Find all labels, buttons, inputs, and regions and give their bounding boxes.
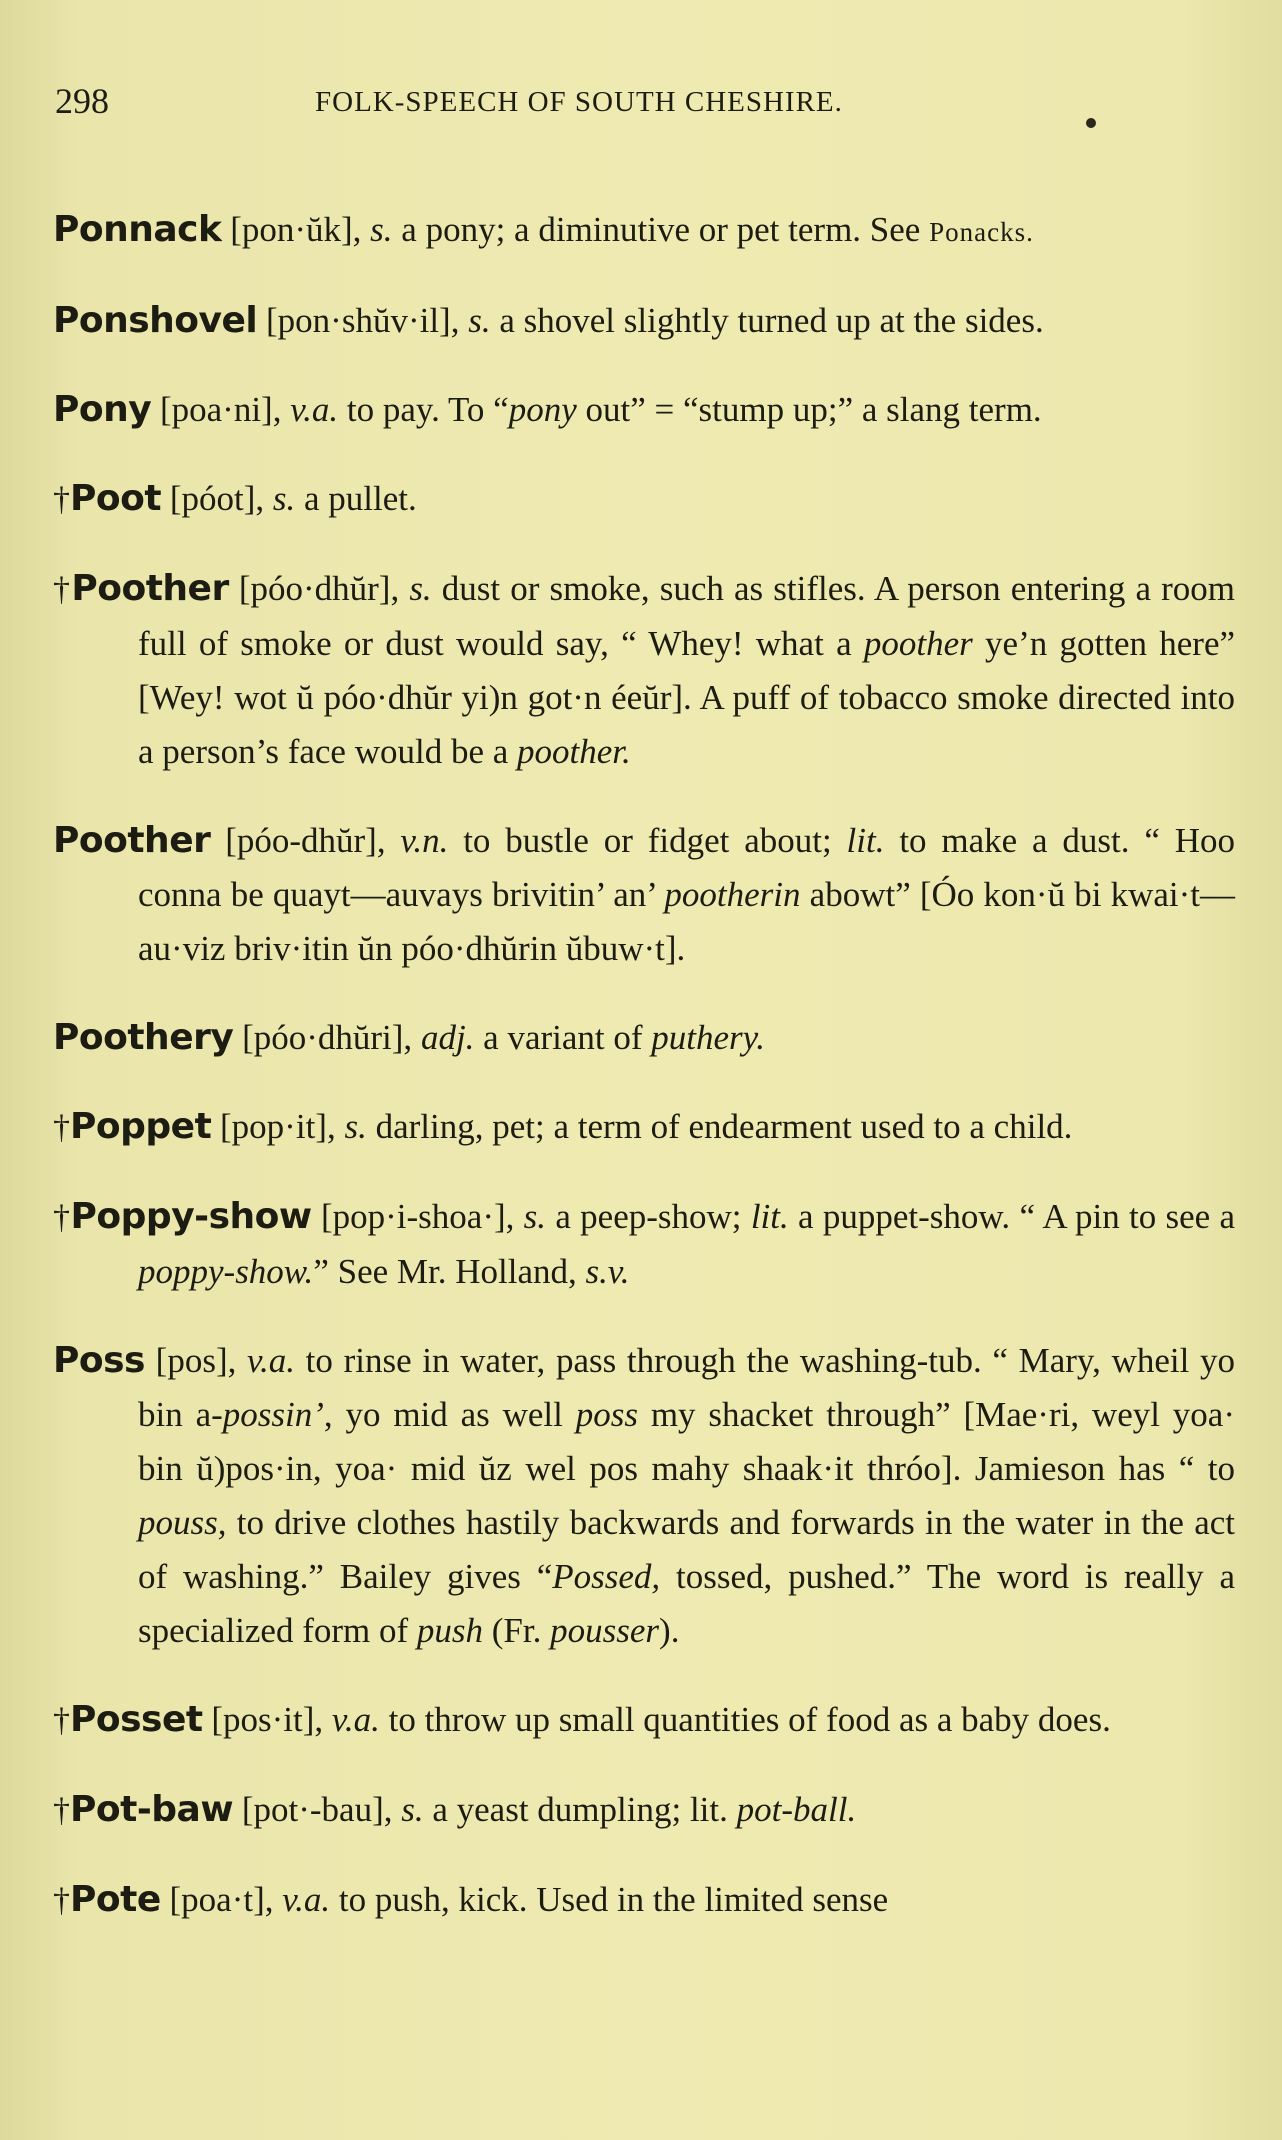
definition-text: a peep-show; [555, 1197, 751, 1236]
italic-term: poother [863, 624, 973, 663]
italic-term: lit. [846, 821, 885, 860]
dagger-mark: † [53, 1792, 70, 1829]
headword: Poot [70, 478, 162, 519]
entry-poother-verb [53, 814, 1235, 976]
definition-text: ye’n gotten here” [Wey! wot ŭ póo·dhŭr yi)n got·n éeŭr]. A puff of tobacco smoke directed into a person’s face would be a [138, 624, 1236, 771]
definition: a pullet. [303, 479, 417, 518]
entry-poother-noun [53, 562, 1235, 779]
pronunciation: [póot], [169, 479, 265, 518]
dictionary-entries [53, 168, 1235, 1944]
pronunciation: [pop·it], [220, 1107, 336, 1146]
definition-text: ). [659, 1611, 680, 1650]
part-of-speech: s. [409, 569, 432, 608]
part-of-speech: s. [523, 1197, 547, 1236]
italic-term: pot-ball. [736, 1790, 857, 1829]
definition-text: to drive clothes hastily backwards and forwards in the water in the act of washing.” Bailey gives “ [138, 1503, 1235, 1596]
part-of-speech: s. [468, 301, 491, 340]
dagger-mark: † [53, 1199, 71, 1236]
headword: Posset [70, 1699, 203, 1740]
definition-text: ” See Mr. Holland, [313, 1252, 586, 1291]
headword: Pote [70, 1879, 161, 1920]
definition-text: to make a dust. “ Hoo conna be quayt—auvays brivitin’ an’ [138, 821, 1235, 914]
definition-text: a yeast dumpling; lit. [432, 1790, 737, 1829]
headword: Poothery [53, 1017, 234, 1058]
headword: Poother [53, 820, 211, 861]
pronunciation: [póo-dhŭr], [225, 821, 386, 860]
entry-pony [53, 383, 1235, 437]
part-of-speech: v.a. [282, 1880, 331, 1919]
definition: darling, pet; a term of endearment used to a child. [375, 1107, 1073, 1146]
part-of-speech: s. [401, 1790, 424, 1829]
ink-dot [1086, 118, 1096, 128]
italic-term: lit. [750, 1197, 789, 1236]
dagger-mark: † [53, 1882, 70, 1919]
italic-term: poss [575, 1395, 638, 1434]
entry-ponnack [53, 203, 1235, 259]
page-number: 298 [55, 81, 109, 121]
entry-pote [53, 1873, 1235, 1928]
definition-text: (Fr. [483, 1611, 551, 1650]
italic-term: puthery. [651, 1018, 766, 1057]
definition-text: to pay. To “ [346, 390, 509, 429]
page-header [55, 80, 1235, 130]
pronunciation: [pos·it], [211, 1700, 324, 1739]
part-of-speech: s. [272, 479, 296, 518]
italic-term: pouss, [138, 1503, 227, 1542]
pronunciation: [poa·t], [169, 1880, 274, 1919]
definition-text: my shacket through” [Mae·ri, weyl yoa· bin ŭ)pos·in, yoa· mid ŭz wel pos mahy shaak·it thróo]. Jamieson has “ to [138, 1395, 1235, 1488]
part-of-speech: v.a. [331, 1700, 380, 1739]
definition-text: a puppet-show. “ A pin to see a [788, 1197, 1236, 1236]
italic-term: poppy-show. [138, 1252, 314, 1291]
headword: Pony [53, 389, 152, 430]
definition-text: to bustle or fidget about; [463, 821, 847, 860]
pronunciation: [póo·dhŭr], [238, 569, 400, 608]
pronunciation: [pop·i-shoa·], [320, 1197, 515, 1236]
entry-poppet [53, 1100, 1235, 1155]
definition-text: tossed, pushed.” The word is really a specialized form of [138, 1557, 1235, 1650]
part-of-speech: s. [370, 210, 393, 249]
definition-text: dust or smoke, such as stifles. A person entering a room full of smoke or dust would say, “ Whey! what a [138, 569, 1235, 663]
dagger-mark: † [53, 571, 72, 608]
headword: Poss [53, 1340, 145, 1381]
dagger-mark: † [53, 1109, 70, 1146]
cross-reference: Ponacks. [929, 217, 1034, 247]
definition-text: a variant of [483, 1018, 652, 1057]
headword: Poother [71, 568, 229, 609]
italic-term: s.v. [585, 1252, 630, 1291]
definition: a shovel slightly turned up at the sides. [499, 301, 1044, 340]
part-of-speech: adj. [420, 1018, 475, 1057]
headword: Pot-baw [70, 1789, 234, 1830]
italic-term: possin’ [222, 1395, 324, 1434]
dagger-mark: † [53, 481, 70, 518]
italic-term: poother. [517, 732, 631, 771]
entry-pot-baw [53, 1783, 1235, 1838]
italic-term: pousser [550, 1611, 660, 1650]
definition-text: out” = “stump up;” a slang term. [576, 390, 1042, 429]
definition-text: abowt” [Óo kon·ŭ bi kwai·t—au·viz briv·itin ŭn póo·dhŭrin ŭbuw·t]. [138, 875, 1235, 968]
pronunciation: [pon·ŭk], [230, 210, 362, 249]
headword: Ponshovel [53, 300, 258, 341]
part-of-speech: v.n. [400, 821, 449, 860]
part-of-speech: s. [344, 1107, 367, 1146]
pronunciation: [poa·ni], [159, 390, 282, 429]
definition: to throw up small quantities of food as a baby does. [388, 1700, 1111, 1739]
entry-ponshovel [53, 294, 1235, 348]
entry-posset [53, 1693, 1235, 1748]
dagger-mark: † [53, 1702, 70, 1739]
entry-poss [53, 1334, 1235, 1658]
definition: a pony; a diminutive or pet term. See [401, 210, 921, 249]
definition-text: , yo mid as well [323, 1395, 576, 1434]
pronunciation: [pos], [155, 1341, 237, 1380]
part-of-speech: v.a. [290, 390, 339, 429]
italic-term: Possed, [552, 1557, 661, 1596]
definition: to push, kick. Used in the limited sense [338, 1880, 889, 1919]
entry-poothery [53, 1011, 1235, 1065]
pronunciation: [pon·shŭv·il], [266, 301, 460, 340]
pronunciation: [póo·dhŭri], [242, 1018, 413, 1057]
entry-poppy-show [53, 1190, 1235, 1299]
headword: Poppet [70, 1106, 212, 1147]
italic-term: pony [508, 390, 577, 429]
headword: Ponnack [53, 209, 222, 250]
running-title: FOLK-SPEECH OF SOUTH CHESHIRE. [315, 86, 843, 118]
italic-term: pootherin [664, 875, 801, 914]
part-of-speech: v.a. [247, 1341, 295, 1380]
headword: Poppy-show [70, 1196, 312, 1237]
definition-text: to rinse in water, pass through the washing-tub. “ Mary, wheil yo bin a- [138, 1341, 1236, 1434]
entry-poot [53, 472, 1235, 527]
pronunciation: [pot·-bau], [241, 1790, 393, 1829]
italic-term: push [416, 1611, 484, 1650]
